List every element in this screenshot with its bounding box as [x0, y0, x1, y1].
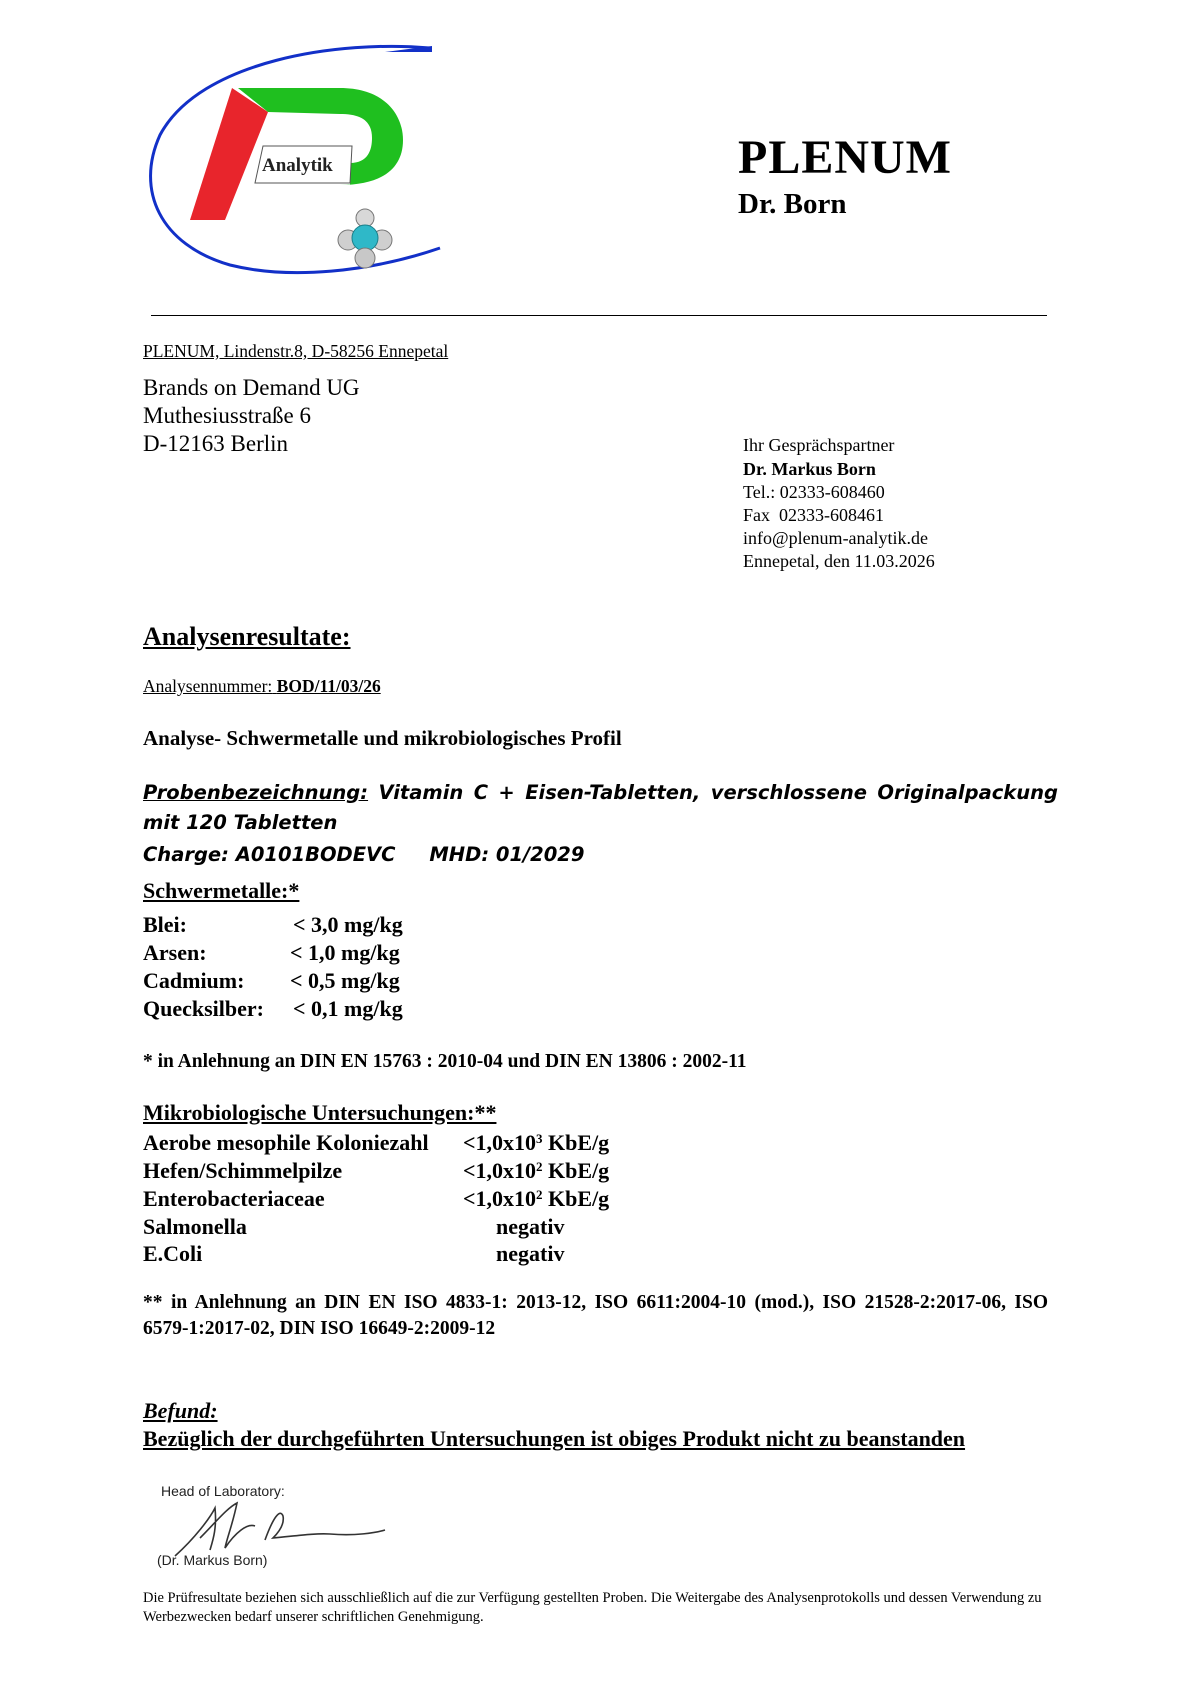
metal-row	[143, 940, 543, 968]
finding-text: Bezüglich der durchgeführten Untersuchungen ist obiges Produkt nicht zu beanstanden	[143, 1426, 966, 1451]
sample-text: Vitamin C + Eisen-Tabletten, verschlossene Originalpackung mit 120 Tabletten	[143, 781, 1058, 834]
contact-label: Ihr Gesprächspartner	[743, 435, 895, 455]
micro-value: $<1,0x10^2$ KbE/g	[463, 1186, 610, 1211]
charge-number: Charge: A0101BODEVC	[143, 843, 396, 866]
analysis-heading: Analyse- Schwermetalle und mikrobiologisches Profil	[143, 726, 622, 750]
metal-name: Arsen:	[143, 940, 207, 965]
contact-name: Dr. Markus Born	[743, 459, 876, 479]
analysis-number-value: BOD/11/03/26	[276, 676, 381, 696]
mhd-date: MHD: 01/2029	[429, 843, 585, 866]
micro-value: $<1,0x10^2$ KbE/g	[463, 1158, 610, 1183]
micro-value: negativ	[496, 1241, 565, 1266]
metal-name: Quecksilber:	[143, 996, 264, 1021]
analysis-number	[143, 676, 381, 697]
charge-line	[143, 843, 584, 866]
micro-row	[143, 1214, 743, 1242]
signature-name: (Dr. Markus Born)	[157, 1552, 268, 1568]
micro-name: Salmonella	[143, 1214, 247, 1239]
analysis-number-label: Analysennummer:	[143, 676, 273, 696]
molecule-icon	[338, 209, 392, 268]
logo-text: Analytik	[262, 155, 333, 176]
sender-address-line: PLENUM, Lindenstr.8, D-58256 Ennepetal	[143, 341, 449, 361]
micro-value: negativ	[496, 1214, 565, 1239]
plenum-analytik-logo	[140, 40, 460, 300]
micro-name: Aerobe mesophile Koloniezahl	[143, 1130, 429, 1155]
metal-value: < 3,0 mg/kg	[293, 912, 403, 937]
micro-row	[143, 1186, 743, 1214]
microbiology-title: Mikrobiologische Untersuchungen:**	[143, 1100, 497, 1125]
metal-value: < 0,1 mg/kg	[293, 996, 403, 1021]
handwritten-signature	[175, 1503, 385, 1556]
logo-red-bar	[190, 88, 268, 220]
contact-fax: Fax 02333-608461	[743, 505, 884, 525]
metal-row	[143, 912, 543, 940]
contact-tel: Tel.: 02333-608460	[743, 482, 885, 502]
metal-name: Blei:	[143, 912, 187, 937]
recipient-street: Muthesiusstraße 6	[143, 403, 312, 428]
brand-name: PLENUM	[738, 131, 952, 184]
micro-name: Enterobacteriaceae	[143, 1186, 325, 1211]
recipient-city: D-12163 Berlin	[143, 431, 289, 456]
metal-value: < 1,0 mg/kg	[290, 940, 400, 965]
metal-row	[143, 968, 543, 996]
micro-name: Hefen/Schimmelpilze	[143, 1158, 343, 1183]
signature-caption: Head of Laboratory:	[161, 1483, 285, 1499]
micro-row	[143, 1158, 743, 1186]
metal-value: < 0,5 mg/kg	[290, 968, 400, 993]
metal-row	[143, 996, 543, 1024]
header-divider	[151, 315, 1047, 316]
micro-row	[143, 1241, 743, 1269]
recipient-name: Brands on Demand UG	[143, 375, 360, 400]
results-title: Analysenresultate:	[143, 622, 351, 651]
sample-label: Probenbezeichnung:	[143, 781, 369, 804]
micro-name: E.Coli	[143, 1241, 203, 1266]
document-date: Ennepetal, den 11.03.2026	[743, 551, 935, 571]
micro-row	[143, 1130, 743, 1158]
sample-description	[143, 778, 1058, 838]
disclaimer-footer: Die Prüfresultate beziehen sich ausschließlich auf die zur Verfügung gestellten Proben. Die Weitergabe des Analysenprotokolls und dessen Verwendung zu Werbezwecken bedarf unserer schriftlichen Genehmigung.	[143, 1590, 1042, 1625]
metal-name: Cadmium:	[143, 968, 245, 993]
finding-label: Befund:	[143, 1398, 218, 1423]
signature-block	[155, 1478, 425, 1568]
microbiology-footnote: ** in Anlehnung an DIN EN ISO 4833-1: 2013-12, ISO 6611:2004-10 (mod.), ISO 21528-2:2017-06, ISO 6579-1:2017-02, DIN ISO 16649-2:2009-12	[143, 1292, 1048, 1339]
heavy-metals-title: Schwermetalle:*	[143, 878, 300, 903]
heavy-metals-footnote: * in Anlehnung an DIN EN 15763 : 2010-04 und DIN EN 13806 : 2002-11	[143, 1051, 747, 1072]
micro-value: $<1,0x10^3$ KbE/g	[463, 1130, 610, 1155]
brand-subtitle: Dr. Born	[738, 188, 847, 220]
contact-email: info@plenum-analytik.de	[743, 528, 929, 548]
